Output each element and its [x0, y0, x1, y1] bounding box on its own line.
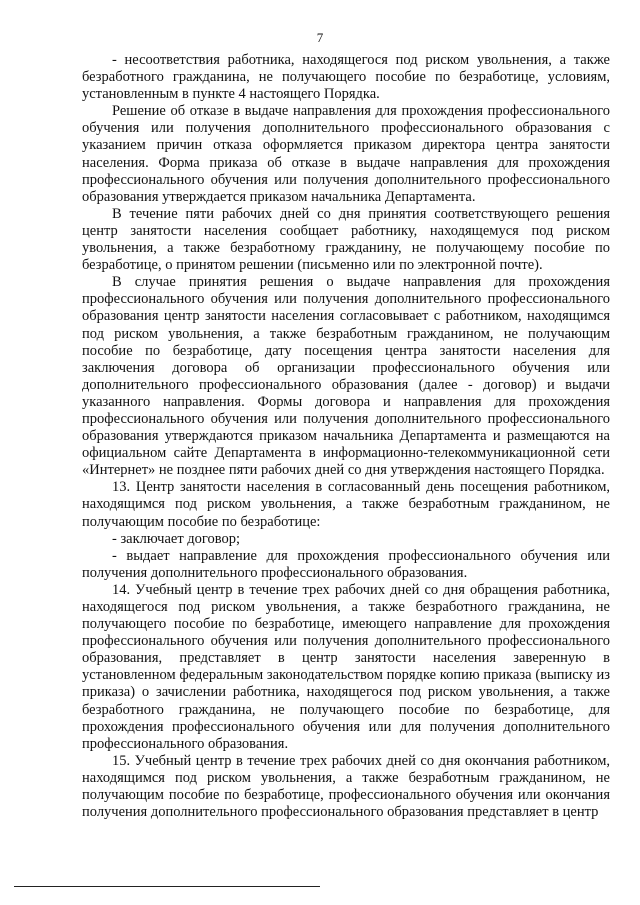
footer-divider: [14, 886, 320, 887]
paragraph-clause-13-item-contract: - заключает договор;: [112, 530, 241, 547]
paragraph-notification-term: В течение пяти рабочих дней со дня принятия соответствующего решения центр занятости населения сообщает работнику, находящемуся под риском увольнения, а также безработному гражданину, не получающему пособие по безработице, о принятом решении (письменно или по электронной почте).: [82, 205, 610, 274]
paragraph-clause-14: 14. Учебный центр в течение трех рабочих дней со дня обращения работника, находящегося под риском увольнения, а также безработного гражданина, не получающего пособие по безработице, имеющего направление для прохождения профессионального обучения или получения дополнительного профессионального образования, представляет в центр занятости населения заверенную в установленном федеральным законодательством порядке копию приказа (выписку из приказа) о зачислении работника, находящегося под риском увольнения, а также безработного гражданина, не получающего пособие по безработице, для прохождения профессионального обучения или для получения дополнительного профессионального образования.: [82, 581, 610, 752]
paragraph-clause-13: 13. Центр занятости населения в согласованный день посещения работником, находящимся под риском увольнения, а также безработным гражданином, не получающим пособие по безработице:: [82, 479, 610, 530]
document-body: [82, 52, 610, 821]
paragraph-issuance-decision: В случае принятия решения о выдаче направления для прохождения профессионального обучения или получения дополнительного профессионального образования центр занятости населения согласовывает с работником, находящимся под риском увольнения, а также безработным гражданином, не получающим пособие по безработице, дату посещения центра занятости населения для заключения договора об организации профессионального обучения или дополнительного профессионального образования (далее - договор) и выдачи указанного направления. Формы договора и направления для прохождения профессионального обучения или получения дополнительного профессионального образования утверждаются приказом начальника Департамента и размещаются на официальном сайте Департамента в информационно-телекоммуникационной сети «Интернет» не позднее пяти рабочих дней со дня утверждения настоящего Порядка.: [82, 274, 610, 479]
paragraph-refusal-decision: Решение об отказе в выдаче направления для прохождения профессионального обучения или получения дополнительного профессионального образования с указанием причин отказа оформляется приказом директора центра занятости населения. Форма приказа об отказе в выдаче направления для прохождения профессионального обучения или получения дополнительного профессионального образования утверждается приказом начальника Департамента.: [82, 103, 610, 205]
paragraph-clause-13-item-referral: - выдает направление для прохождения профессионального обучения или получения дополнительного профессионального образования.: [82, 547, 610, 581]
paragraph-noncompliance-item: - несоответствия работника, находящегося под риском увольнения, а также безработного гражданина, не получающего пособие по безработице, условиям, установленным в пункте 4 настоящего Порядка.: [82, 52, 610, 103]
paragraph-clause-15: 15. Учебный центр в течение трех рабочих дней со дня окончания работником, находящимся под риском увольнения, а также безработным гражданином, не получающим пособие по безработице, профессионального обучения или окончания получения дополнительного профессионального образования представляет в центр: [82, 752, 610, 821]
page-number: 7: [316, 30, 324, 45]
